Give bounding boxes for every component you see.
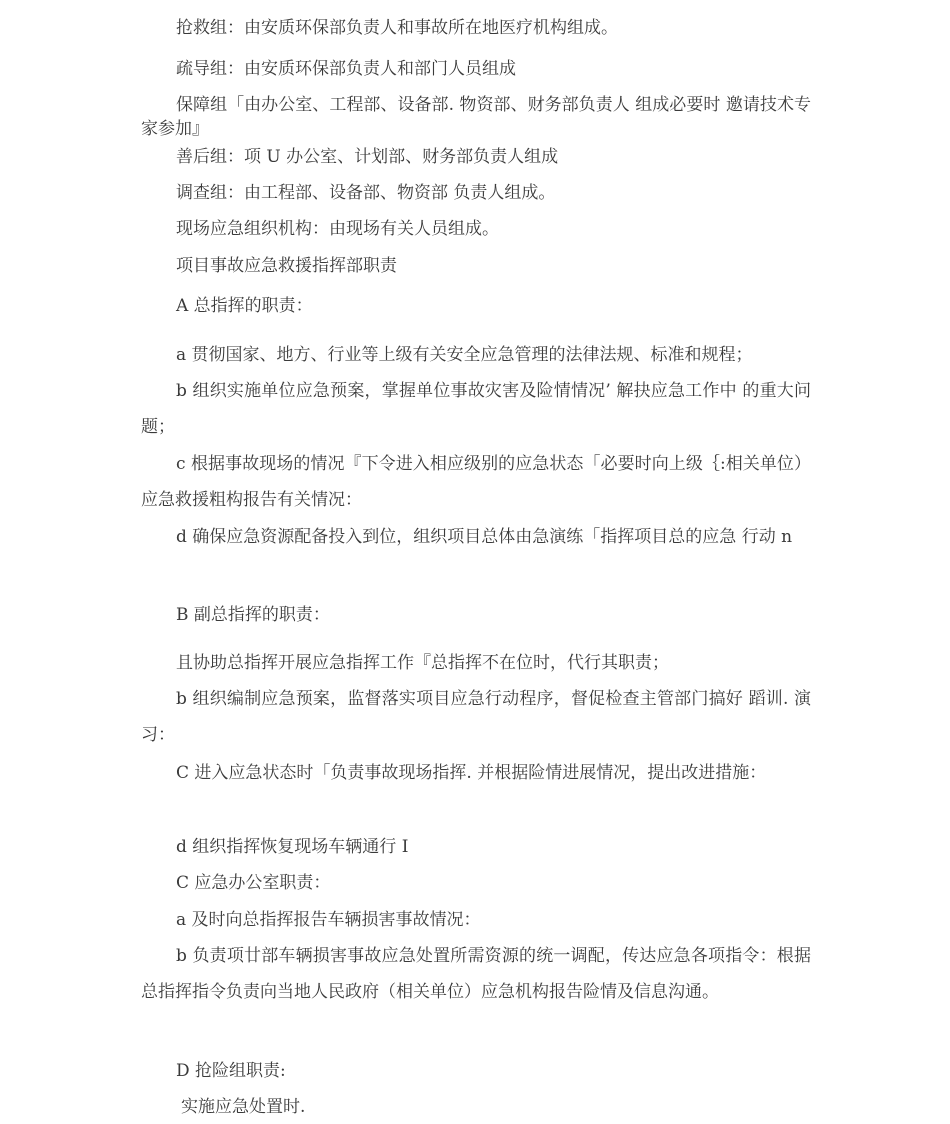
- list-item-d-restore: d 组织指挥恢复现场车辆通行 I: [176, 837, 409, 857]
- paragraph-implementation: 实施应急处置时.: [181, 1097, 306, 1117]
- section-heading-duties: 项目事故应急救援指挥部职责: [176, 256, 397, 276]
- list-item-b-plan: b 组织实施单位应急预案，掌握单位事故灾害及险情情况’ 解抉应急工作中 的重大问题；: [141, 381, 811, 437]
- paragraph-investigation-group: 调查组：由工程部、设备部、物资部 负责人组成。: [176, 183, 556, 203]
- list-item-assist: 且协助总指挥开展应急指挥工作『总指挥不在位时，代行其职责；: [176, 653, 669, 673]
- list-item-b-compile: b 组织编制应急预案，监督落实项目应急行动程序，督促检查主管部门搞好 蹈训. 演习：: [141, 689, 811, 745]
- list-item-a-laws: a 贯彻国家、地方、行业等上级有关安全应急管理的法律法规、标准和规程；: [176, 345, 753, 365]
- heading-deputy-duties: B 副总指挥的职责：: [176, 605, 330, 625]
- heading-office-duties: C 应急办公室职责：: [176, 873, 331, 893]
- paragraph-support-group: 保障组「由办公室、工程部、设备部. 物资部、财务部负责人 组成必要时 邀请技术专家参加』: [141, 95, 811, 139]
- list-item-c-onsite: c 根据事故现场的情况『下令进入相应级别的应急状态「必要时向上级｛:相关单位）应急救援粗构报告有关情况：: [141, 454, 811, 510]
- paragraph-guidance-group: 疏导组：由安质环保部负责人和部门人员组成: [176, 59, 516, 79]
- list-item-a-report: a 及时向总指挥报告车辆损害事故情况：: [176, 910, 481, 930]
- paragraph-onsite-organization: 现场应急组织机构：由现场有关人员组成。: [176, 219, 499, 239]
- paragraph-rescue-group: 抢救组：由安质环保部负责人和事故所在地医疗机构组成。: [176, 18, 618, 38]
- paragraph-aftermath-group: 善后组：项 U 办公室、计划部、财务部负责人组成: [176, 147, 559, 167]
- heading-rescue-duties: D 抢险组职责:: [176, 1061, 286, 1081]
- list-item-b-resources: b 负责项廿部车辆损害事故应急处置所需资源的统一调配，传达应急各项指令：根据总指挥指令负责向当地人民政府（相关单位）应急机构报告险情及信息沟通。: [141, 946, 811, 1002]
- heading-commander-duties: A 总指挥的职责：: [176, 296, 313, 316]
- list-item-d-resources: d 确保应急资源配备投入到位，组织项目总体由急演练「指挥项目总的应急 行动 n: [176, 527, 793, 547]
- list-item-c-emergency-state: C 进入应急状态时「负责事故现场指挥. 并根据险情进展情况，提出改进措施：: [176, 763, 767, 783]
